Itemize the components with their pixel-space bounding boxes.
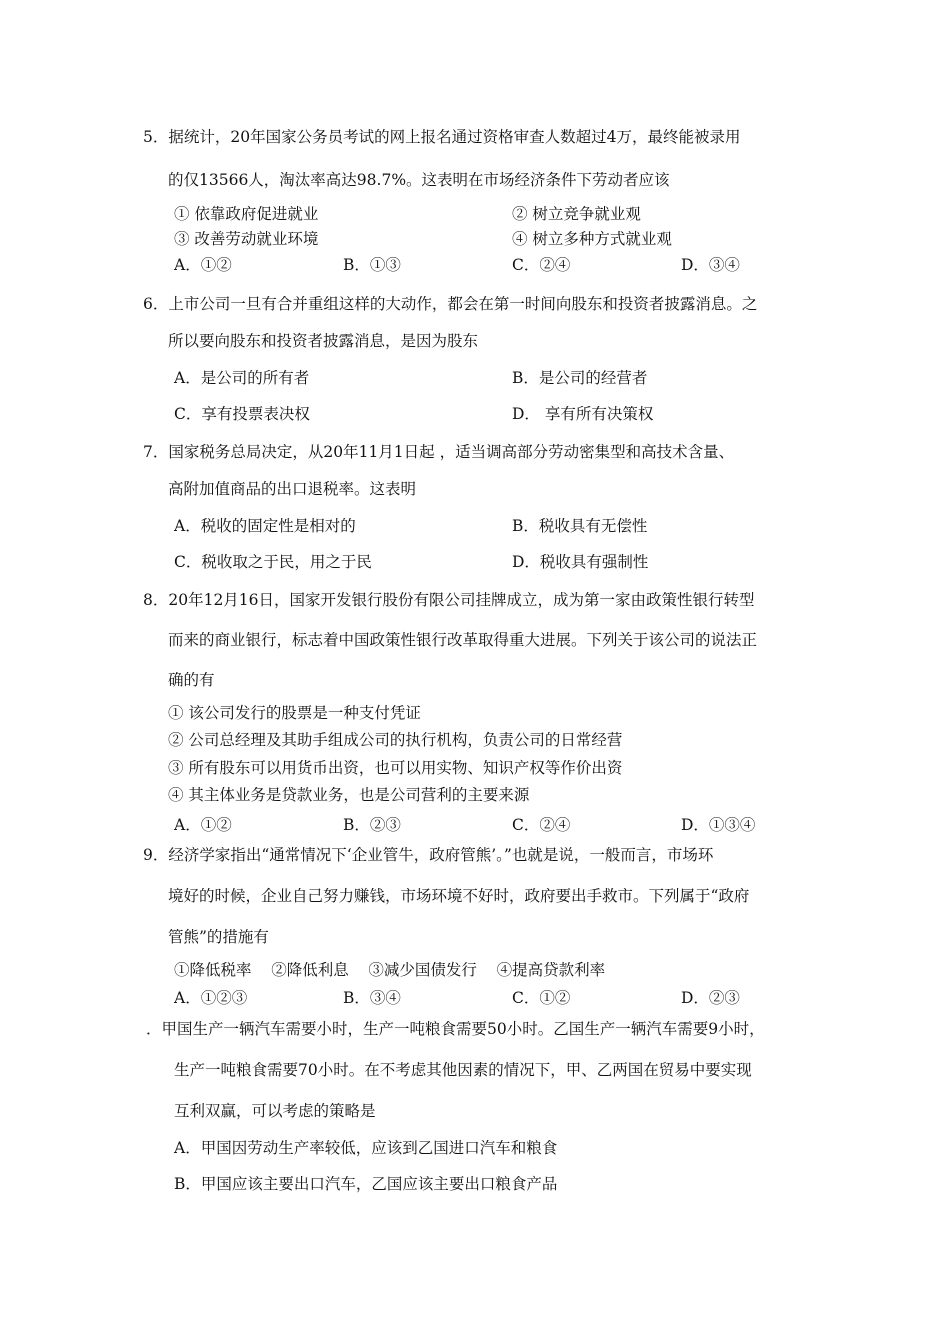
q5-option-b: B．①③ bbox=[343, 256, 401, 274]
q8-choice-1: ① 该公司发行的股票是一种支付凭证 bbox=[168, 704, 421, 722]
q6-stem-line-1: 6．上市公司一旦有合并重组这样的大动作，都会在第一时间向股东和投资者披露消息。之 bbox=[143, 295, 758, 313]
q8-option-b: B．②③ bbox=[343, 816, 401, 834]
q6-option-c: C．享有投票表决权 bbox=[174, 405, 310, 423]
q10-stem-line-1: ．甲国生产一辆汽车需要小时，生产一吨粮食需要50小时。乙国生产一辆汽车需要9小时， bbox=[146, 1020, 765, 1038]
q9-stem-line-2: 境好的时候，企业自己努力赚钱，市场环境不好时，政府要出手救市。下列属于“政府 bbox=[168, 887, 750, 905]
q8-stem-line-2: 而来的商业银行，标志着中国政策性银行改革取得重大进展。下列关于该公司的说法正 bbox=[168, 631, 758, 649]
q6-stem-line-2: 所以要向股东和投资者披露消息，是因为股东 bbox=[168, 332, 479, 350]
q9-stem-line-1: 9．经济学家指出“通常情况下‘企业管牛，政府管熊’。”也就是说，一般而言，市场环 bbox=[143, 846, 714, 864]
q5-choice-3: ③ 改善劳动就业环境 bbox=[174, 230, 319, 248]
q7-stem-line-1: 7．国家税务总局决定，从20年11月1日起 ，适当调高部分劳动密集型和高技术含量、 bbox=[143, 443, 735, 461]
q7-option-b: B．税收具有无偿性 bbox=[512, 517, 648, 535]
q5-choice-2: ② 树立竞争就业观 bbox=[512, 205, 641, 223]
q7-option-d: D．税收具有强制性 bbox=[512, 553, 649, 571]
q8-choice-2: ② 公司总经理及其助手组成公司的执行机构，负责公司的日常经营 bbox=[168, 731, 623, 749]
q10-stem-line-2: 生产一吨粮食需要70小时。在不考虑其他因素的情况下，甲、乙两国在贸易中要实现 bbox=[174, 1061, 752, 1079]
q8-choice-3: ③ 所有股东可以用货币出资，也可以用实物、知识产权等作价出资 bbox=[168, 759, 623, 777]
q8-choice-4: ④ 其主体业务是贷款业务，也是公司营利的主要来源 bbox=[168, 786, 530, 804]
q5-option-c: C．②④ bbox=[512, 256, 571, 274]
q7-option-a: A．税收的固定性是相对的 bbox=[174, 517, 356, 535]
q8-stem-line-1: 8．20年12月16日，国家开发银行股份有限公司挂牌成立，成为第一家由政策性银行转型 bbox=[143, 591, 755, 609]
q10-option-a: A．甲国因劳动生产率较低，应该到乙国进口汽车和粮食 bbox=[174, 1139, 558, 1157]
q5-stem-line-2: 的仅13566人，淘汰率高达98.7%。这表明在市场经济条件下劳动者应该 bbox=[168, 171, 670, 189]
q5-option-a: A．①② bbox=[174, 256, 232, 274]
q5-choice-4: ④ 树立多种方式就业观 bbox=[512, 230, 672, 248]
q5-stem-line-1: 5．据统计，20年国家公务员考试的网上报名通过资格审查人数超过4万，最终能被录用 bbox=[143, 128, 741, 146]
q6-option-d: D． 享有所有决策权 bbox=[512, 405, 654, 423]
q6-option-a: A．是公司的所有者 bbox=[174, 369, 310, 387]
q5-choice-1: ① 依靠政府促进就业 bbox=[174, 205, 319, 223]
q10-option-b: B．甲国应该主要出口汽车，乙国应该主要出口粮食产品 bbox=[174, 1175, 558, 1193]
q9-choices: ①降低税率 ②降低利息 ③减少国债发行 ④提高贷款利率 bbox=[174, 961, 606, 979]
q8-option-a: A．①② bbox=[174, 816, 232, 834]
q8-stem-line-3: 确的有 bbox=[168, 671, 215, 689]
q7-stem-line-2: 高附加值商品的出口退税率。这表明 bbox=[168, 480, 417, 498]
q9-stem-line-3: 管熊”的措施有 bbox=[168, 928, 269, 946]
q9-option-b: B．③④ bbox=[343, 989, 401, 1007]
q9-option-d: D．②③ bbox=[681, 989, 740, 1007]
q7-option-c: C．税收取之于民，用之于民 bbox=[174, 553, 372, 571]
q9-option-c: C．①② bbox=[512, 989, 571, 1007]
q8-option-c: C．②④ bbox=[512, 816, 571, 834]
q6-option-b: B．是公司的经营者 bbox=[512, 369, 648, 387]
q5-option-d: D．③④ bbox=[681, 256, 740, 274]
q8-option-d: D．①③④ bbox=[681, 816, 756, 834]
q10-stem-line-3: 互利双赢，可以考虑的策略是 bbox=[174, 1102, 376, 1120]
q9-option-a: A．①②③ bbox=[174, 989, 248, 1007]
